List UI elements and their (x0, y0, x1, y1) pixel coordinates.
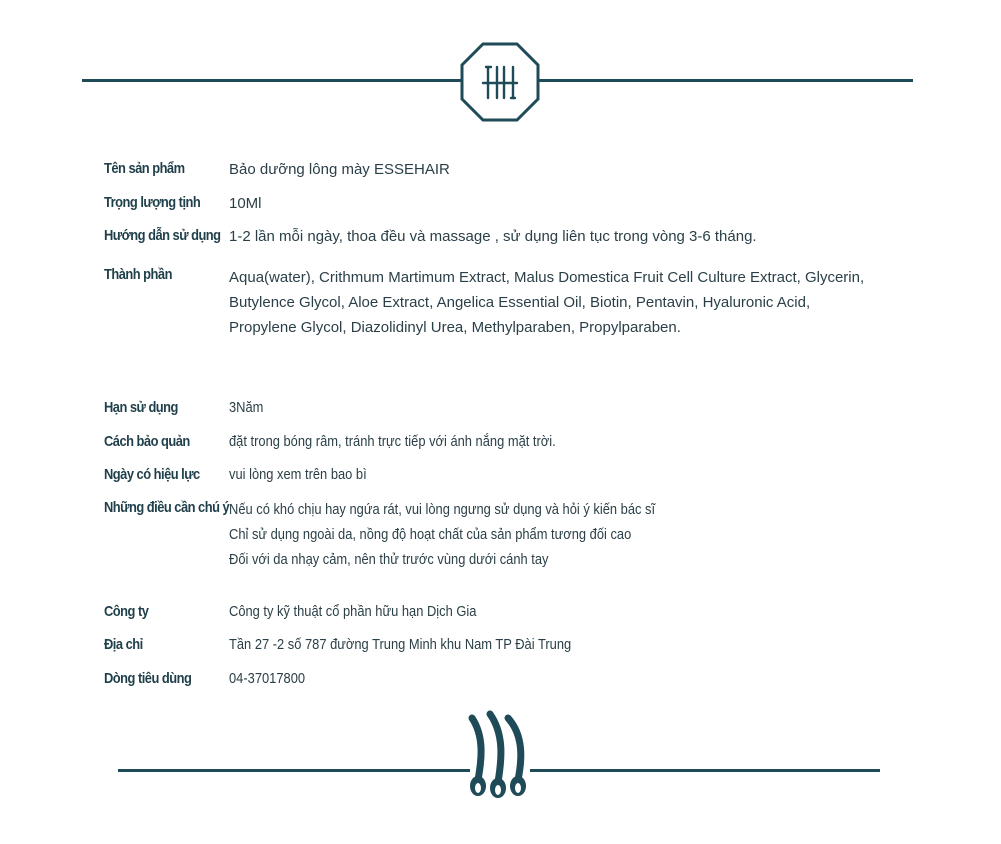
product-name-value: Bảo dưỡng lông mày ESSEHAIR (229, 161, 450, 178)
expiry-label: Hạn sử dụng (104, 399, 178, 416)
precautions-value (229, 497, 655, 572)
ingredients-line: Butylence Glycol, Aloe Extract, Angelica Essential Oil, Biotin, Pentavin, Hyaluronic Acid, (229, 294, 811, 311)
storage-value: đặt trong bóng râm, tránh trực tiếp với ánh nắng mặt trời. (229, 433, 556, 450)
address-label: Địa chỉ (104, 636, 143, 653)
ingredients-line: Aqua(water), Crithmum Martimum Extract, Malus Domestica Fruit Cell Culture Extract, Glycerin, (229, 269, 865, 286)
hh-monogram-octagon-icon (459, 41, 541, 123)
net-weight-label: Trọng lượng tịnh (104, 194, 201, 211)
effective-date-label: Ngày có hiệu lực (104, 466, 200, 483)
consumer-line-value: 04-37017800 (229, 670, 306, 687)
precautions-line: Chỉ sử dụng ngoài da, nồng độ hoạt chất của sản phẩm tương đối cao (229, 526, 632, 543)
address-value: Tần 27 -2 số 787 đường Trung Minh khu Nam TP Đài Trung (229, 636, 572, 653)
bottom-divider-left (118, 769, 470, 772)
company-label: Công ty (104, 603, 149, 620)
bottom-divider-right (530, 769, 880, 772)
consumer-line-label: Dòng tiêu dùng (104, 670, 192, 687)
precautions-line: Nếu có khó chịu hay ngứa rát, vui lòng ngưng sử dụng và hỏi ý kiến bác sĩ (229, 501, 656, 518)
effective-date-value: vui lòng xem trên bao bì (229, 466, 367, 483)
directions-value: 1-2 lần mỗi ngày, thoa đều và massage , sử dụng liên tục trong vòng 3-6 tháng. (229, 228, 757, 245)
precautions-label: Những điều cần chú ý (104, 499, 230, 516)
company-value: Công ty kỹ thuật cổ phần hữu hạn Dịch Gia (229, 603, 477, 620)
ingredients-value (229, 265, 864, 340)
ingredients-line: Propylene Glycol, Diazolidinyl Urea, Methylparaben, Propylparaben. (229, 319, 681, 336)
top-divider-right (538, 79, 913, 82)
top-divider-left (82, 79, 462, 82)
net-weight-value: 10Ml (229, 195, 262, 212)
precautions-line: Đối với da nhạy cảm, nên thử trước vùng dưới cánh tay (229, 551, 549, 568)
hair-follicle-icon (462, 708, 540, 800)
directions-label: Hướng dẫn sử dụng (104, 227, 221, 244)
product-name-label: Tên sản phẩm (104, 160, 185, 177)
expiry-value: 3Năm (229, 399, 264, 416)
ingredients-label: Thành phần (104, 266, 172, 283)
storage-label: Cách bảo quản (104, 433, 190, 450)
